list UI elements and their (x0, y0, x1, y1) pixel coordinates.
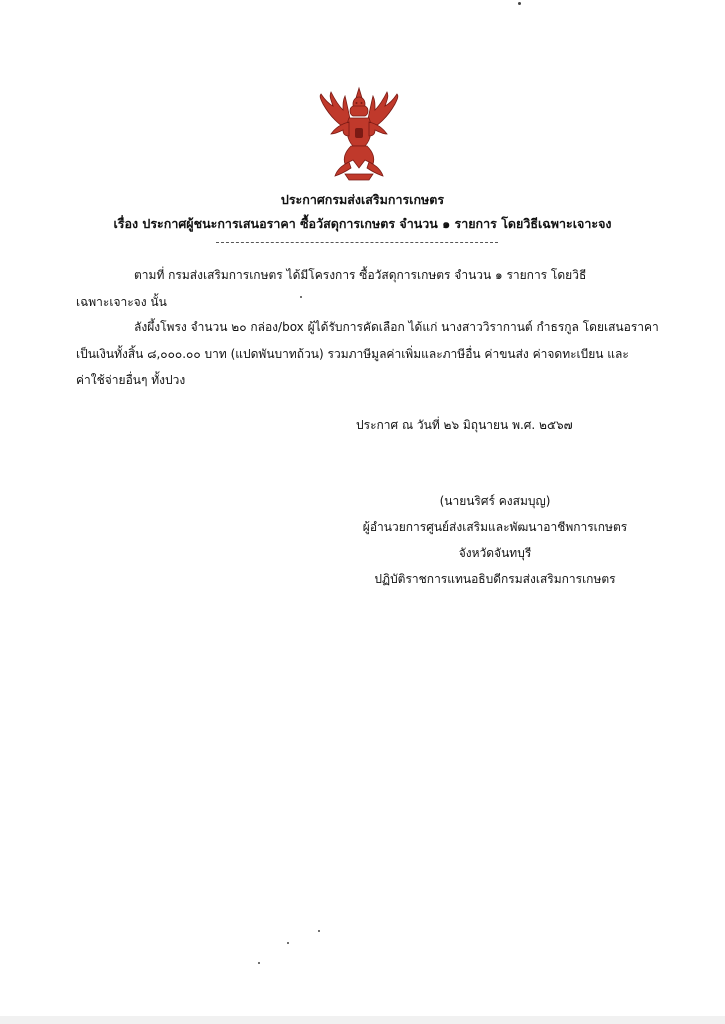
body-line-2: เฉพาะเจาะจง นั้น (76, 295, 167, 309)
scan-speck (300, 296, 302, 298)
scan-speck (258, 962, 260, 964)
body-line-3: ลังผึ้งโพรง จำนวน ๒๐ กล่อง/box ผู้ได้รับการคัดเลือก ได้แก่ นางสาววิรากานต์ กำธรกูล โดยเสนอราคา (134, 320, 659, 334)
garuda-emblem-icon (308, 84, 410, 184)
scan-speck (518, 2, 521, 5)
scan-speck (318, 930, 320, 932)
document-subject: เรื่อง ประกาศผู้ชนะการเสนอราคา ซื้อวัสดุการเกษตร จำนวน ๑ รายการ โดยวิธีเฉพาะเจาะจง (113, 216, 612, 231)
signer-acting: ปฏิบัติราชการแทนอธิบดีกรมส่งเสริมการเกษตร (374, 572, 616, 586)
document-title: ประกาศกรมส่งเสริมการเกษตร (280, 192, 445, 207)
announce-date: ประกาศ ณ วันที่ ๒๖ มิถุนายน พ.ศ. ๒๕๖๗ (356, 418, 573, 432)
separator-line (216, 242, 498, 243)
signer-province: จังหวัดจันทบุรี (458, 546, 532, 560)
body-line-1: ตามที่ กรมส่งเสริมการเกษตร ได้มีโครงการ ซื้อวัสดุการเกษตร จำนวน ๑ รายการ โดยวิธี (134, 268, 587, 282)
body-line-4: เป็นเงินทั้งสิ้น ๘,๐๐๐.๐๐ บาท (แปดพันบาทถ้วน) รวมภาษีมูลค่าเพิ่มและภาษีอื่น ค่าขนส่ง ค่าจดทะเบียน และ (76, 347, 629, 361)
body-line-5: ค่าใช้จ่ายอื่นๆ ทั้งปวง (76, 373, 186, 387)
signer-position: ผู้อำนวยการศูนย์ส่งเสริมและพัฒนาอาชีพการเกษตร (362, 520, 628, 534)
scan-speck (287, 942, 289, 944)
signer-name: (นายนริศร์ คงสมบุญ) (439, 494, 551, 508)
scan-bottom-edge (0, 1016, 725, 1024)
